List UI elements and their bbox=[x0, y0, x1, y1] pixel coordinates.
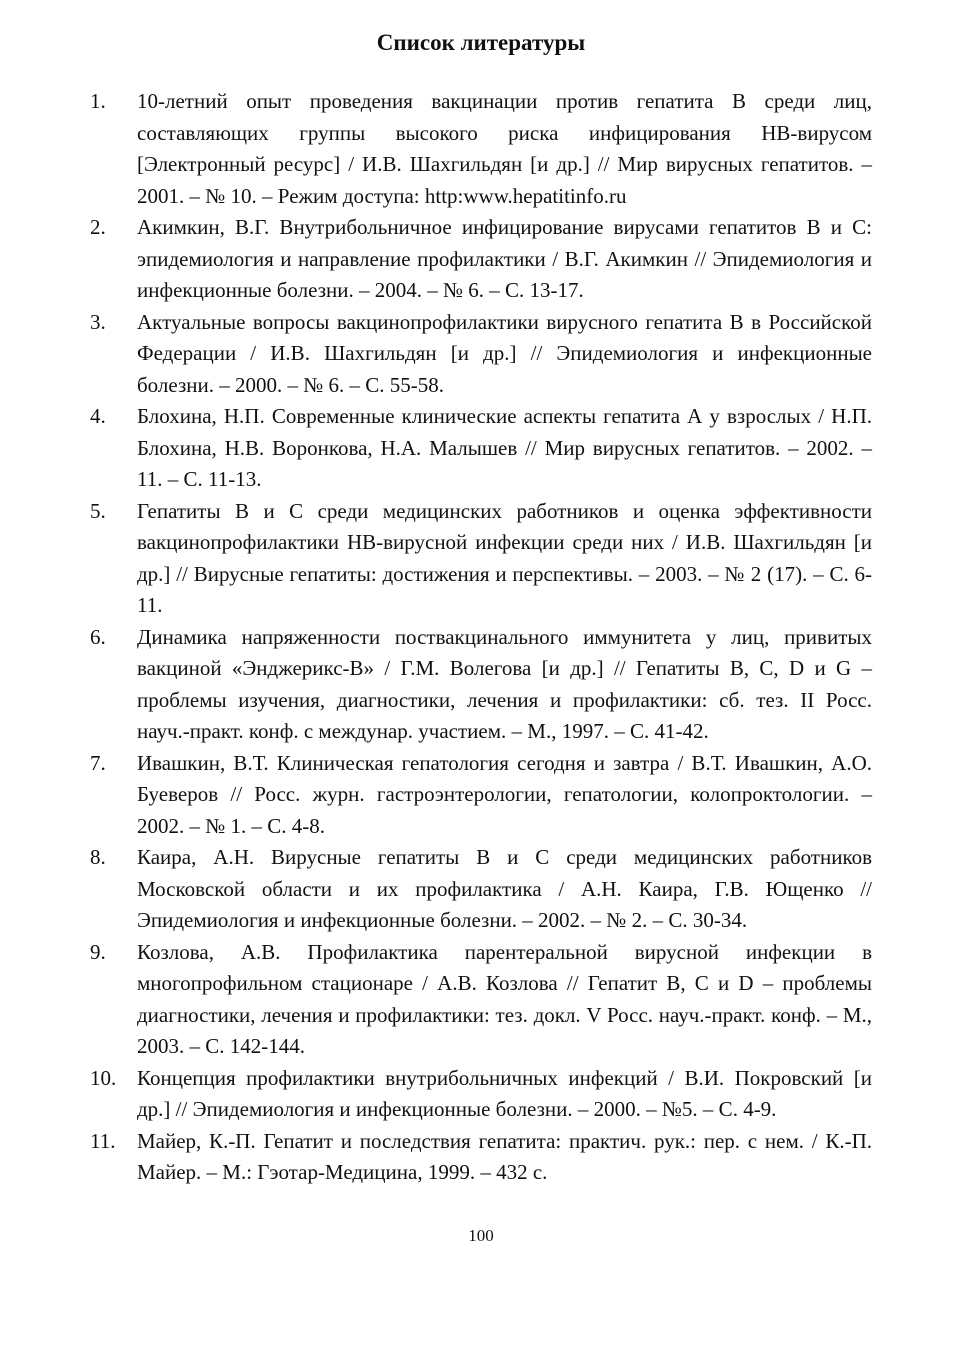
page-title: Список литературы bbox=[376, 30, 586, 55]
reference-item bbox=[88, 842, 872, 937]
reference-list bbox=[88, 86, 872, 1189]
reference-number: 7. bbox=[90, 750, 106, 775]
reference-text: Гепатиты В и С среди медицинских работников и оценка эффективности вакцинопрофилактики НВ-вирусной инфекции среди них / И.В. Шахгильдян [и др.] // Вирусные гепатиты: достижения и перспективы. – 2003. – № 2 (17). – С. 6-11. bbox=[137, 498, 872, 617]
reference-number: 1. bbox=[90, 89, 106, 113]
page-number: 100 bbox=[468, 1226, 494, 1245]
reference-number: 11. bbox=[90, 1128, 116, 1153]
reference-item bbox=[88, 86, 872, 212]
reference-text: Актуальные вопросы вакцинопрофилактики вирусного гепатита В в Российской Федерации / И.В. Шахгильдян [и др.] // Эпидемиология и инфекционные болезни. – 2000. – № 6. – С. 55-58. bbox=[137, 309, 872, 397]
reference-number: 9. bbox=[90, 939, 106, 964]
reference-text: Концепция профилактики внутрибольничных инфекций / В.И. Покровский [и др.] // Эпидемиология и инфекционные болезни. – 2000. – №5. – С. 4-9. bbox=[137, 1065, 872, 1121]
reference-text: Майер, К.-П. Гепатит и последствия гепатита: практич. рук.: пер. с нем. / К.-П. Майер. – М.: Гэотар-Медицина, 1999. – 432 с. bbox=[137, 1128, 872, 1184]
reference-item bbox=[88, 1063, 872, 1126]
reference-text: 10-летний опыт проведения вакцинации против гепатита В среди лиц, составляющих группы высокого риска инфицирования НВ-вирусом [Электронный ресурс] / И.В. Шахгильдян [и др.] // Мир вирусных гепатитов. – 2001. – № 10. – Режим доступа: http:www.hepatitinfo.ru bbox=[137, 89, 872, 208]
reference-text: Козлова, А.В. Профилактика парентеральной вирусной инфекции в многопрофильном стационаре / А.В. Козлова // Гепатит В, С и D – проблемы диагностики, лечения и профилактики: тез. докл. V Росс. науч.-практ. конф. – М., 2003. – С. 142-144. bbox=[137, 939, 872, 1058]
reference-text: Ивашкин, В.Т. Клиническая гепатология сегодня и завтра / В.Т. Ивашкин, А.О. Буеверов // Росс. журн. гастроэнтерологии, гепатологии, колопроктологии. – 2002. – № 1. – С. 4-8. bbox=[137, 750, 872, 838]
reference-item bbox=[88, 622, 872, 748]
reference-item bbox=[88, 307, 872, 402]
reference-text: Акимкин, В.Г. Внутрибольничное инфицирование вирусами гепатитов В и С: эпидемиология и направление профилактики / В.Г. Акимкин // Эпидемиология и инфекционные болезни. – 2004. – № 6. – С. 13-17. bbox=[137, 215, 872, 302]
reference-number: 10. bbox=[90, 1065, 117, 1090]
reference-number: 8. bbox=[90, 845, 106, 869]
reference-text: Блохина, Н.П. Современные клинические аспекты гепатита А у взрослых / Н.П. Блохина, Н.В. Воронкова, Н.А. Малышев // Мир вирусных гепатитов. – 2002. – 11. – С. 11-13. bbox=[137, 404, 872, 491]
reference-number: 2. bbox=[90, 215, 106, 239]
reference-number: 5. bbox=[90, 498, 106, 523]
reference-item bbox=[88, 748, 872, 843]
reference-text: Каира, А.Н. Вирусные гепатиты В и С среди медицинских работников Московской области и их профилактика / А.Н. Каира, Г.В. Ющенко // Эпидемиология и инфекционные болезни. – 2002. – № 2. – С. 30-34. bbox=[137, 845, 872, 932]
reference-item bbox=[88, 1126, 872, 1189]
reference-item bbox=[88, 212, 872, 307]
reference-number: 3. bbox=[90, 309, 106, 334]
reference-number: 4. bbox=[90, 404, 106, 428]
reference-item bbox=[88, 937, 872, 1063]
reference-item bbox=[88, 401, 872, 496]
reference-item bbox=[88, 496, 872, 622]
reference-number: 6. bbox=[90, 624, 106, 649]
reference-text: Динамика напряженности поствакцинального иммунитета у лиц, привитых вакциной «Энджерикс-В» / Г.М. Волегова [и др.] // Гепатиты B, C, D и G – проблемы изучения, диагностики, лечения и профилактики: сб. тез. II Росс. науч.-практ. конф. с междунар. участием. – М., 1997. – С. 41-42. bbox=[137, 624, 872, 743]
